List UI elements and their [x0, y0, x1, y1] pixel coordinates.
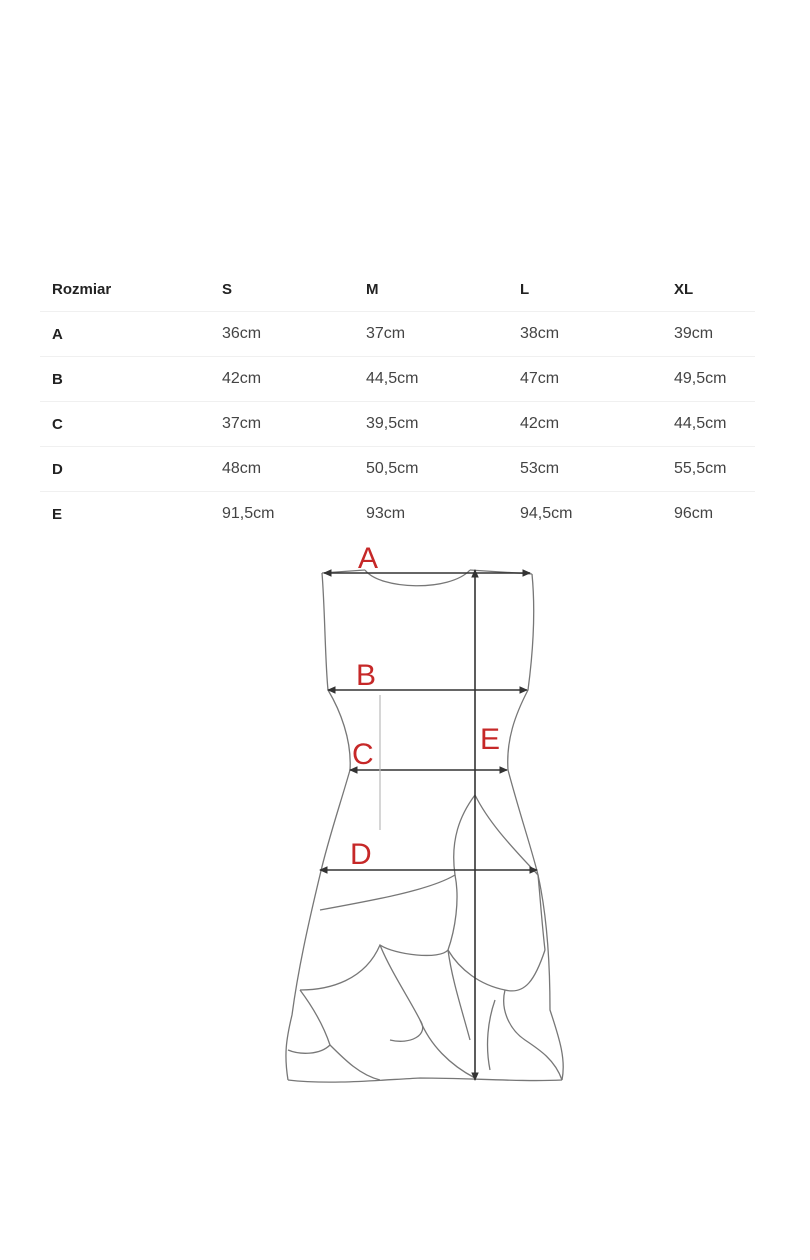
row-label: D [40, 447, 210, 492]
table-cell: 49,5cm [662, 357, 755, 402]
table-cell: 37cm [354, 312, 508, 357]
row-label: A [40, 312, 210, 357]
table-cell: 38cm [508, 312, 662, 357]
table-cell: 53cm [508, 447, 662, 492]
column-header-m: M [366, 280, 379, 298]
column-header-size: Rozmiar [52, 280, 112, 298]
table-cell: 37cm [210, 402, 354, 447]
column-header-l: L [520, 280, 530, 298]
measurement-lines [320, 570, 537, 1080]
label-b: B [356, 659, 377, 692]
table-row-e [40, 492, 755, 537]
table-cell: 48cm [210, 447, 354, 492]
row-label: E [40, 492, 210, 537]
label-c: C [352, 738, 374, 771]
table-row-c [40, 402, 755, 447]
table-header-row [40, 267, 755, 312]
table-cell: 50,5cm [354, 447, 508, 492]
table-cell: 44,5cm [662, 402, 755, 447]
table-cell: 39,5cm [354, 402, 508, 447]
table-row-a [40, 312, 755, 357]
table-cell: 91,5cm [210, 492, 354, 537]
table-cell: 44,5cm [354, 357, 508, 402]
table-cell: 55,5cm [662, 447, 755, 492]
label-d: D [350, 838, 372, 871]
table-cell: 94,5cm [508, 492, 662, 537]
table-row-d [40, 447, 755, 492]
label-a: A [358, 542, 379, 575]
table-cell: 42cm [508, 402, 662, 447]
row-label: C [40, 402, 210, 447]
table-row-b [40, 357, 755, 402]
table-cell: 96cm [662, 492, 755, 537]
table-cell: 42cm [210, 357, 354, 402]
table-cell: 93cm [354, 492, 508, 537]
table-cell: 39cm [662, 312, 755, 357]
column-header-s: S [222, 280, 233, 298]
size-table [40, 267, 755, 536]
column-header-xl: XL [674, 280, 694, 298]
table-cell: 36cm [210, 312, 354, 357]
row-label: B [40, 357, 210, 402]
label-e: E [480, 723, 501, 756]
table-cell: 47cm [508, 357, 662, 402]
dress-measurement-diagram [270, 540, 580, 1100]
dress-outline-icon [286, 570, 563, 1082]
